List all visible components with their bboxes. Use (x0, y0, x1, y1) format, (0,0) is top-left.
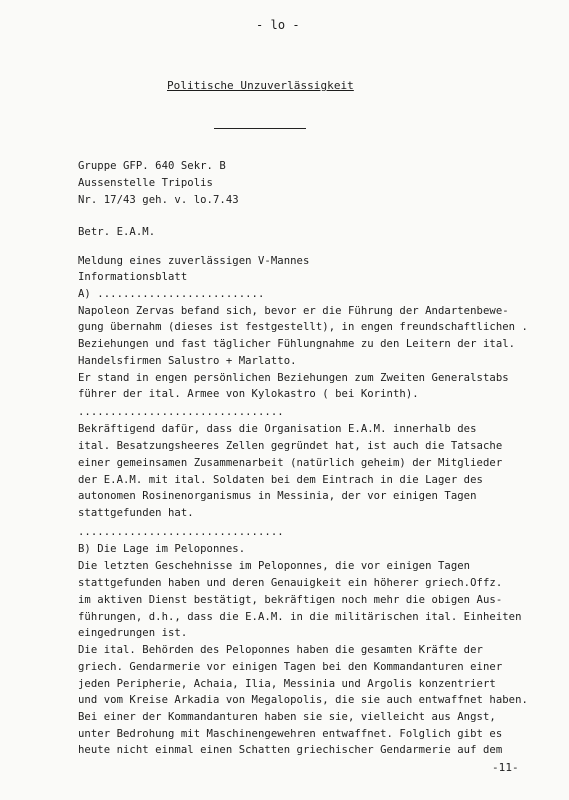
section-a2-line: ital. Besatzungsheeres Zellen gegründet hat, ist auch die Tatsache (78, 440, 503, 452)
section-a2-line: Bekräftigend dafür, dass die Organisation E.A.M. innerhalb des (78, 423, 477, 435)
section-b-line: stattgefunden haben und deren Genauigkeit ein höherer griech.Offz. (78, 577, 503, 589)
section-b-line: im aktiven Dienst bestätigt, bekräftigen noch mehr die obigen Aus- (78, 594, 503, 606)
section-b-line: führungen, d.h., dass die E.A.M. in die militärischen ital. Einheiten (78, 611, 522, 623)
section-b-line: heute nicht einmal einen Schatten griechischer Gendarmerie auf dem (78, 744, 503, 756)
document-title: Politische Unzuverlässigkeit (167, 79, 354, 92)
header-line-office: Aussenstelle Tripolis (78, 177, 213, 189)
section-a-line: Napoleon Zervas befand sich, bevor er die Führung der Andartenbewe- (78, 305, 509, 317)
section-a-line: führer der ital. Armee von Kylokastro ( bei Korinth). (78, 388, 419, 400)
section-b-line: griech. Gendarmerie vor einigen Tagen bei den Kommandanturen einer (78, 661, 503, 673)
section-b-heading: B) Die Lage im Peloponnes. (78, 543, 246, 555)
intro-line: Informationsblatt (78, 271, 188, 283)
section-a2-line: autonomen Rosinenorganismus in Messinia, der vor einigen Tagen (78, 490, 477, 502)
intro-line: Meldung eines zuverlässigen V-Mannes (78, 255, 310, 267)
section-b-line: Die ital. Behörden des Peloponnes haben die gesamten Kräfte der (78, 644, 483, 656)
section-b-line: eingedrungen ist. (78, 627, 188, 639)
section-a-line: Beziehungen und fast täglicher Fühlungnahme zu den Leitern der ital. (78, 338, 516, 350)
section-a-line: gung übernahm (dieses ist festgestellt), in engen freundschaftlichen . (78, 321, 528, 333)
dotted-separator: ................................ (78, 406, 284, 418)
header-line-reference: Nr. 17/43 geh. v. lo.7.43 (78, 194, 239, 206)
section-a2-line: der E.A.M. mit ital. Soldaten bei dem Eintrach in die Lager des (78, 474, 483, 486)
section-b-line: Die letzten Geschehnisse im Peloponnes, die vor einigen Tagen (78, 560, 471, 572)
title-divider (214, 128, 306, 129)
header-line-unit: Gruppe GFP. 640 Sekr. B (78, 160, 226, 172)
dotted-separator: ................................ (78, 526, 284, 538)
section-a-marker: A) .......................... (78, 288, 265, 300)
section-b-line: und vom Kreise Arkadia von Megalopolis, die sie auch entwaffnet haben. (78, 694, 528, 706)
section-a-line: Er stand in engen persönlichen Beziehungen zum Zweiten Generalstabs (78, 372, 509, 384)
subject-line: Betr. E.A.M. (78, 226, 156, 238)
section-b-line: Bei einer der Kommandanturen haben sie sie, vielleicht aus Angst, (78, 711, 496, 723)
section-a2-line: stattgefunden hat. (78, 507, 194, 519)
next-page-marker: -11- (492, 761, 519, 774)
section-a-line: Handelsfirmen Salustro + Marlatto. (78, 355, 297, 367)
section-b-line: jeden Peripherie, Achaia, Ilia, Messinia und Argolis konzentriert (78, 678, 496, 690)
page-number: - lo - (256, 18, 300, 32)
section-b-line: unter Bedrohung mit Maschinengewehren entwaffnet. Folglich gibt es (78, 728, 503, 740)
section-a2-line: einer gemeinsamen Zusammenarbeit (natürlich geheim) der Mitglieder (78, 457, 503, 469)
